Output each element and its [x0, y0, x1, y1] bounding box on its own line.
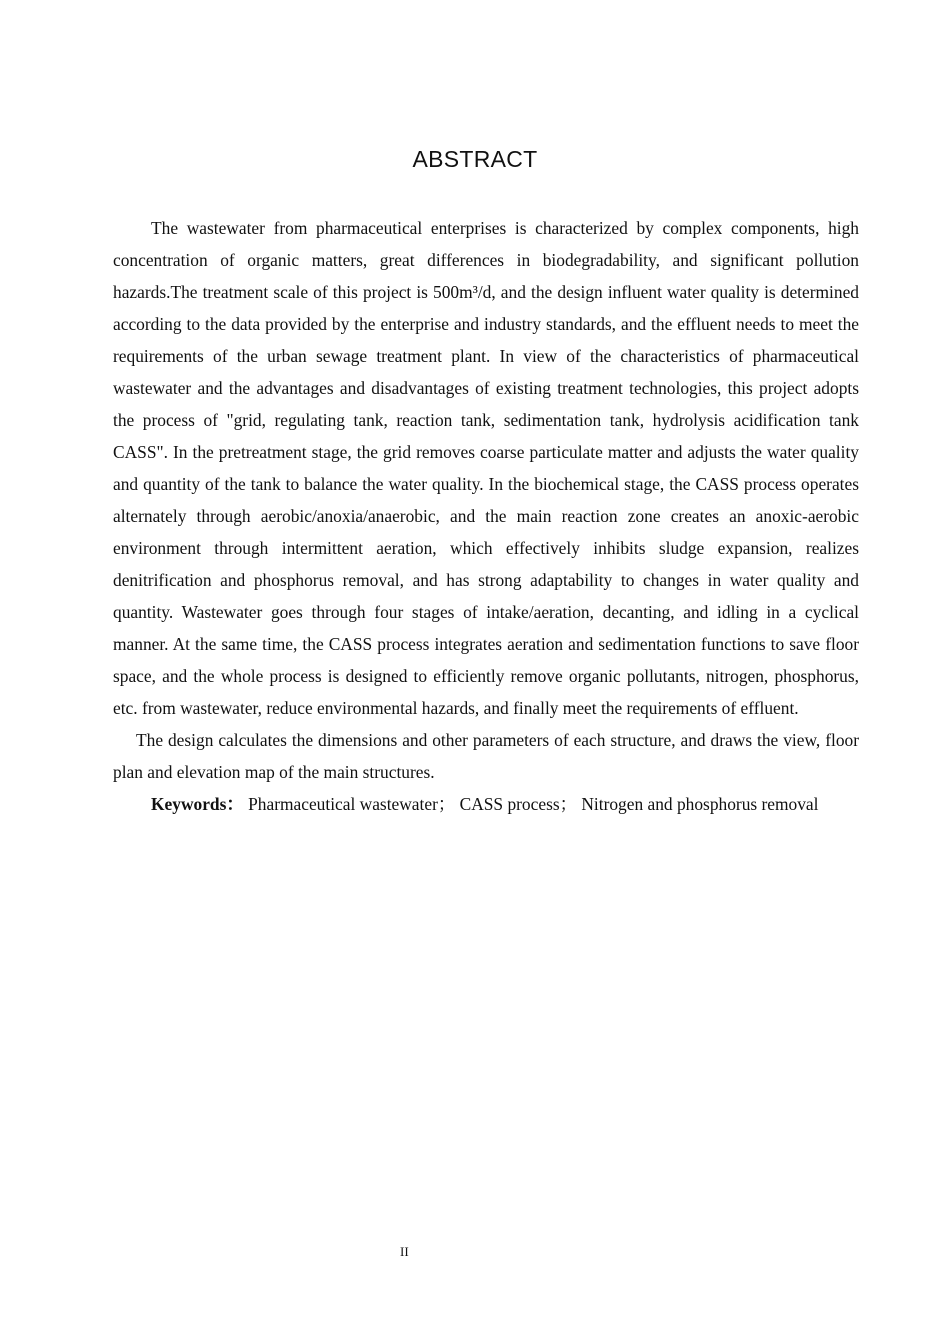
- abstract-paragraph-1: The wastewater from pharmaceutical enterprises is characterized by complex components, high concentration of organic matters, great differences in biodegradability, and significant pollution hazards.The treatment scale of this project is 500m³/d, and the design influent water quality is determined according to the data provided by the enterprise and industry standards, and the effluent needs to meet the requirements of the urban sewage treatment plant. In view of the characteristics of pharmaceutical wastewater and the advantages and disadvantages of existing treatment technologies, this project adopts the process of "grid, regulating tank, reaction tank, sedimentation tank, hydrolysis acidification tank CASS". In the pretreatment stage, the grid removes coarse particulate matter and adjusts the water quality and quantity of the tank to balance the water quality. In the biochemical stage, the CASS process operates alternately through aerobic/anoxia/anaerobic, and the main reaction zone creates an anoxic-aerobic environment through intermittent aeration, which effectively inhibits sludge expansion, realizes denitrification and phosphorus removal, and has strong adaptability to changes in water quality and quantity. Wastewater goes through four stages of intake/aeration, decanting, and idling in a cyclical manner. At the same time, the CASS process integrates aeration and sedimentation functions to save floor space, and the whole process is designed to efficiently remove organic pollutants, nitrogen, phosphorus, etc. from wastewater, reduce environmental hazards, and finally meet the requirements of effluent.: [113, 218, 859, 718]
- keywords-label: Keywords：: [151, 794, 244, 814]
- page-number: II: [400, 1244, 409, 1259]
- abstract-paragraph-2: The design calculates the dimensions and other parameters of each structure, and draws the view, floor plan and elevation map of the main structures.: [113, 730, 859, 782]
- keywords-line: [113, 788, 859, 820]
- abstract-body: [113, 212, 859, 820]
- keywords-text: Pharmaceutical wastewater； CASS process； Nitrogen and phosphorus removal: [248, 794, 819, 814]
- abstract-title: ABSTRACT: [412, 146, 538, 172]
